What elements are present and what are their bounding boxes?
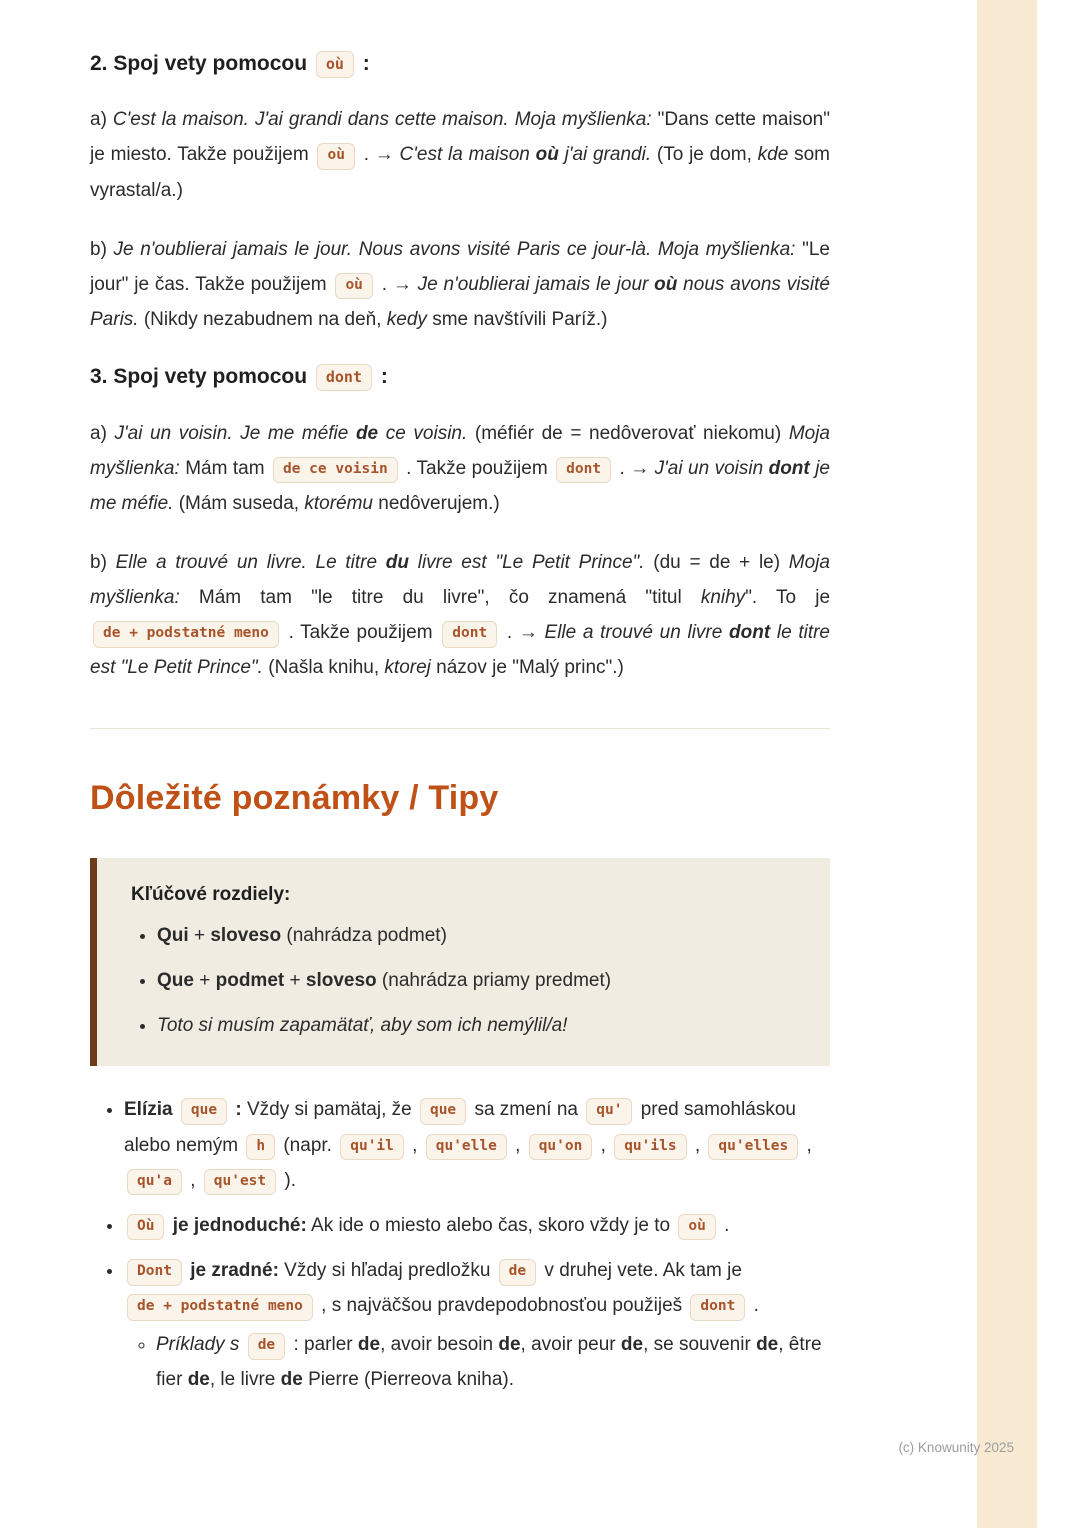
tip-dont <box>124 1253 830 1398</box>
callout-item-note <box>157 1010 800 1042</box>
text-run: ". To je <box>745 587 831 609</box>
code-badge: dont <box>556 457 611 484</box>
text-run: (nahrádza podmet) <box>281 924 447 946</box>
text-run: Ak ide o miesto alebo čas, skoro vždy je to <box>306 1214 676 1236</box>
text-run: , <box>509 1134 526 1156</box>
code-badge: Dont <box>127 1259 182 1286</box>
text-run: + <box>188 924 211 946</box>
callout-item-que <box>157 965 800 997</box>
text-run: a) <box>90 109 113 131</box>
text-run: ce voisin. <box>378 422 468 444</box>
text-run: "Dans cette maison" je miesto. Takže použijem <box>90 109 830 166</box>
text-run: (du = de + le) <box>644 551 789 573</box>
text-run: . <box>748 1295 759 1317</box>
text-run: . → <box>614 457 655 479</box>
text-run: . → <box>375 273 418 295</box>
page-edge-strip <box>977 0 1037 1528</box>
text-run: (To je dom, <box>651 144 758 166</box>
text-run: , le livre <box>209 1369 281 1391</box>
text-run: 3. Spoj vety pomocou <box>90 365 313 389</box>
example-dont-b <box>90 545 830 686</box>
text-run: je zradné: <box>190 1259 279 1281</box>
text-run: + <box>193 969 216 991</box>
example-dont-a <box>90 416 830 521</box>
text-run: Vždy si hľadaj predložku <box>278 1259 496 1281</box>
text-run: ). <box>279 1169 297 1191</box>
code-badge: qu'on <box>529 1134 593 1161</box>
text-run: , <box>406 1134 423 1156</box>
text-run: (méfiér de = nedôverovať niekomu) <box>467 422 789 444</box>
code-badge: dont <box>442 621 497 648</box>
code-badge: de <box>499 1259 536 1286</box>
callout-list <box>131 920 800 1043</box>
text-run: C'est la maison. J'ai grandi dans cette maison. Moja myšlienka: <box>112 109 658 131</box>
text-run: , se souvenir <box>643 1334 757 1356</box>
text-run: J'ai un voisin <box>654 457 769 479</box>
text-run: J'ai un voisin. Je me méfie <box>114 422 356 444</box>
code-badge: de ce voisin <box>273 457 398 484</box>
code-badge: où <box>678 1214 715 1241</box>
text-run: Moja myšlienka: <box>90 422 830 479</box>
text-run: . → <box>357 144 400 166</box>
text-run: de <box>620 1334 644 1356</box>
code-badge: qu'a <box>127 1169 182 1196</box>
text-run: où <box>654 273 678 295</box>
code-badge: qu' <box>586 1098 632 1125</box>
text-run: (nahrádza priamy predmet) <box>376 969 612 991</box>
text-run: de <box>355 422 379 444</box>
code-badge: dont <box>316 364 372 391</box>
section-divider <box>90 728 830 729</box>
text-run: pred samohláskou alebo nemým <box>124 1099 796 1156</box>
tip-dont-text <box>124 1260 759 1316</box>
text-run: , <box>595 1134 612 1156</box>
text-run: Vždy si pamätaj, že <box>241 1099 417 1121</box>
text-run: sa zmení na <box>469 1099 584 1121</box>
text-run: : <box>230 1099 242 1121</box>
text-run: Príklady s <box>156 1334 245 1356</box>
text-run: C'est la maison <box>399 144 536 166</box>
text-run: Pierre (Pierreova kniha). <box>302 1369 515 1391</box>
text-run: Elle a trouvé un livre <box>544 622 729 644</box>
text-run: nous avons visité Paris. <box>90 273 830 331</box>
text-run: + <box>284 969 306 991</box>
text-run: du <box>385 551 409 573</box>
text-run: dont <box>768 457 810 479</box>
copyright-note: (c) Knowunity 2025 <box>898 1440 1014 1455</box>
text-run: "Le jour" je čas. Takže použijem <box>90 238 830 295</box>
text-run: sme navštívili Paríž.) <box>426 309 608 331</box>
text-run: je me méfie. <box>90 457 830 514</box>
text-run: , s najväčšou pravdepodobnosťou použiješ <box>315 1295 688 1317</box>
section-heading-ou <box>90 50 830 78</box>
code-badge: où <box>335 273 372 300</box>
text-run: de <box>187 1369 210 1391</box>
text-run: kedy <box>386 309 427 331</box>
text-run: Que <box>157 969 194 991</box>
code-badge: dont <box>690 1294 745 1321</box>
text-run: le titre est "Le Petit Prince". <box>90 622 830 679</box>
text-run: . <box>718 1214 730 1236</box>
text-run: : <box>375 365 388 389</box>
text-run: nedôverujem.) <box>373 492 500 514</box>
text-run: de <box>498 1334 521 1356</box>
tip-ou <box>124 1208 830 1243</box>
text-run: (Mám suseda, <box>173 492 305 514</box>
code-badge: qu'est <box>204 1169 276 1196</box>
text-run: . Takže použijem <box>400 457 554 479</box>
text-run: 2. Spoj vety pomocou <box>90 52 313 75</box>
text-run: a) <box>90 422 115 444</box>
text-run: livre est "Le Petit Prince". <box>409 551 645 573</box>
text-run: , <box>801 1134 812 1156</box>
example-ou-a <box>90 102 830 207</box>
text-run: v druhej vete. Ak tam je <box>539 1259 742 1281</box>
text-run: de <box>756 1334 779 1356</box>
text-run: : <box>356 52 370 75</box>
callout-title: Kľúčové rozdiely: <box>131 883 291 905</box>
text-run: (Našla knihu, <box>262 657 385 679</box>
text-run: . Takže použijem <box>281 622 440 644</box>
callout-item-qui <box>157 920 800 952</box>
text-run: Je n'oublierai jamais le jour. Nous avons visité Paris ce jour-là. Moja myšlienka: <box>113 238 803 260</box>
text-run: Mám tam "le titre du livre", čo znamená "titul <box>179 587 701 609</box>
tip-elision <box>124 1092 830 1197</box>
code-badge: qu'elle <box>426 1134 507 1161</box>
code-badge: h <box>246 1134 275 1161</box>
code-badge: que <box>181 1098 227 1125</box>
text-run: je jednoduché: <box>172 1214 307 1236</box>
code-badge: qu'il <box>340 1134 404 1161</box>
code-badge: de <box>248 1333 285 1360</box>
tip-de-examples <box>156 1327 830 1397</box>
text-run: som vyrastal/a.) <box>90 144 830 201</box>
code-badge: qu'ils <box>614 1134 686 1161</box>
text-run: knihy <box>700 587 746 609</box>
text-run: b) <box>90 551 116 573</box>
code-badge: où <box>316 51 354 78</box>
text-run: j'ai grandi. <box>558 144 652 166</box>
text-run: où <box>535 144 559 166</box>
code-badge: qu'elles <box>708 1134 798 1161</box>
text-run: sloveso <box>305 969 377 991</box>
text-run: sloveso <box>210 924 282 946</box>
notes-content <box>90 50 830 1408</box>
code-badge: Où <box>127 1214 164 1241</box>
code-badge: que <box>420 1098 466 1125</box>
text-run: parler <box>304 1334 358 1356</box>
text-run: : <box>288 1334 305 1356</box>
text-run: názov je "Malý princ".) <box>430 657 624 679</box>
text-run: Qui <box>157 924 189 946</box>
text-run: ktorej <box>384 657 431 679</box>
text-run: b) <box>90 238 114 260</box>
code-badge: de + podstatné meno <box>127 1294 313 1321</box>
tips-heading: Dôležité poznámky / Tipy <box>90 778 499 817</box>
text-run: Elízia <box>124 1099 178 1121</box>
text-run: , <box>184 1169 201 1191</box>
text-run: (napr. <box>278 1134 338 1156</box>
text-run: Toto si musím zapamätať, aby som ich nemýlil/a! <box>157 1015 568 1037</box>
text-run: . → <box>500 622 545 644</box>
text-run: Je n'oublierai jamais le jour <box>417 273 655 295</box>
text-run: , être fier <box>156 1334 822 1391</box>
example-ou-b <box>90 232 830 337</box>
text-run: Mám tam <box>179 457 270 479</box>
text-run: de <box>280 1369 303 1391</box>
text-run: , avoir peur <box>520 1334 621 1356</box>
text-run: kde <box>757 144 789 166</box>
text-run: podmet <box>215 969 285 991</box>
text-run: (Nikdy nezabudnem na deň, <box>138 309 387 331</box>
tip-dont-sublist <box>124 1327 830 1397</box>
code-badge: de + podstatné meno <box>93 621 279 648</box>
code-badge: où <box>317 143 354 170</box>
key-differences-callout <box>90 858 830 1067</box>
text-run: , avoir besoin <box>380 1334 499 1356</box>
text-run: de <box>357 1334 381 1356</box>
text-run: dont <box>729 622 771 644</box>
text-run: ktorému <box>304 492 373 514</box>
text-run: Moja myšlienka: <box>90 551 830 609</box>
text-run: , <box>689 1134 706 1156</box>
section-heading-dont <box>90 363 830 391</box>
text-run: Elle a trouvé un livre. Le titre <box>115 551 386 573</box>
tips-list <box>90 1092 830 1397</box>
